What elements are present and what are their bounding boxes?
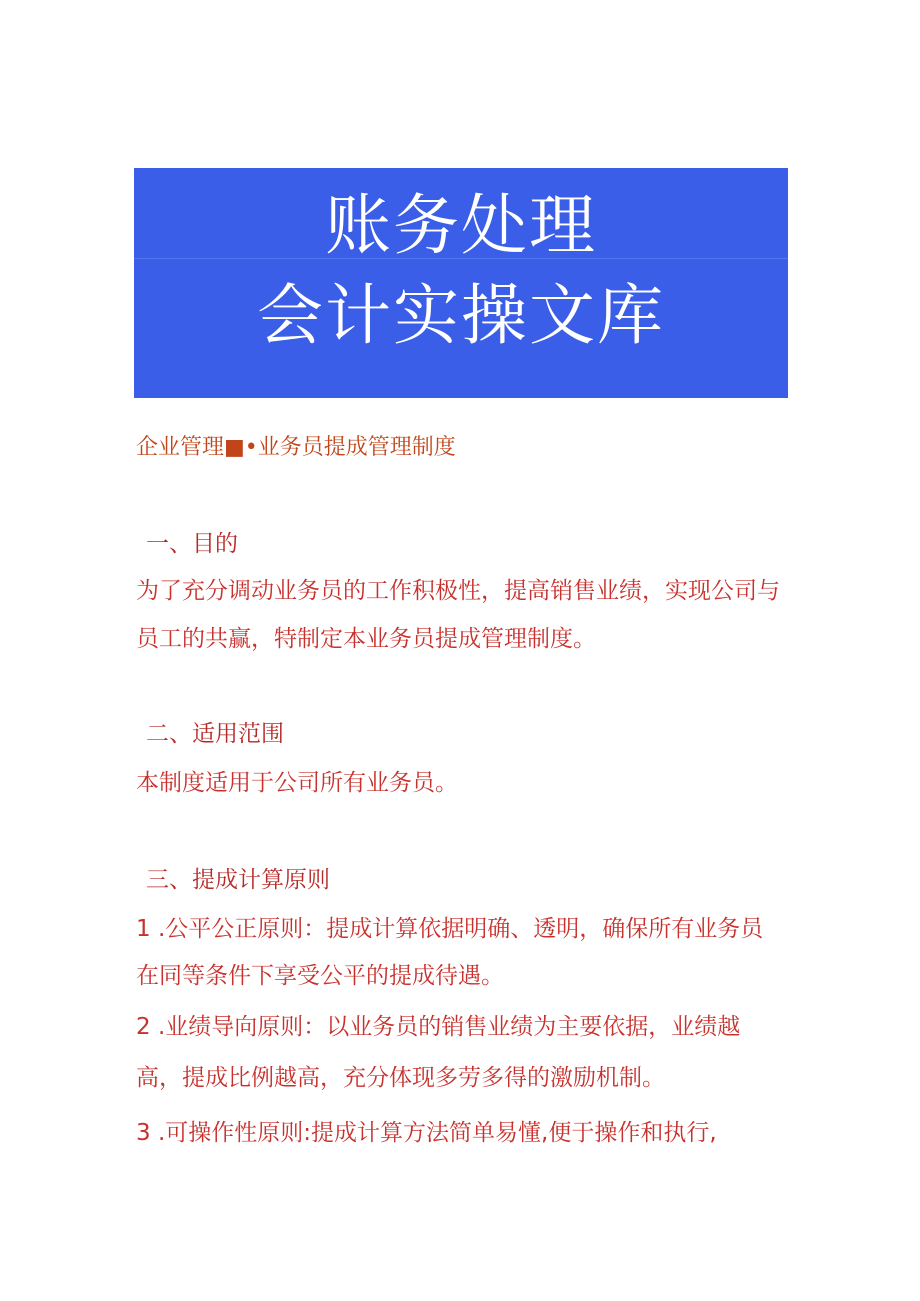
title-banner [134,168,788,398]
section-heading-purpose: 一、目的 [146,531,238,557]
paragraph-line: 员工的共赢，特制定本业务员提成管理制度。 [136,626,596,652]
paragraph-line: 为了充分调动业务员的工作积极性，提高销售业绩，实现公司与 [136,578,780,604]
paragraph-line: 本制度适用于公司所有业务员。 [136,770,458,796]
paragraph-line: 2 .业绩导向原则：以业务员的销售业绩为主要依据，业绩越 [136,1014,741,1040]
section-heading-scope: 二、适用范围 [146,721,284,747]
paragraph-line: 在同等条件下享受公平的提成待遇。 [136,963,504,989]
banner-title-line-1: 账务处理 [325,187,597,264]
banner-title-line-2: 会计实操文库 [257,277,665,354]
paragraph-line: 1 .公平公正原则：提成计算依据明确、透明，确保所有业务员 [136,916,764,942]
section-heading-principles: 三、提成计算原则 [146,867,330,893]
document-subtitle: 企业管理■•业务员提成管理制度 [136,435,456,460]
paragraph-line: 3 .可操作性原则:提成计算方法简单易懂,便于操作和执行, [136,1120,717,1146]
paragraph-line: 高，提成比例越高，充分体现多劳多得的激励机制。 [136,1065,665,1091]
